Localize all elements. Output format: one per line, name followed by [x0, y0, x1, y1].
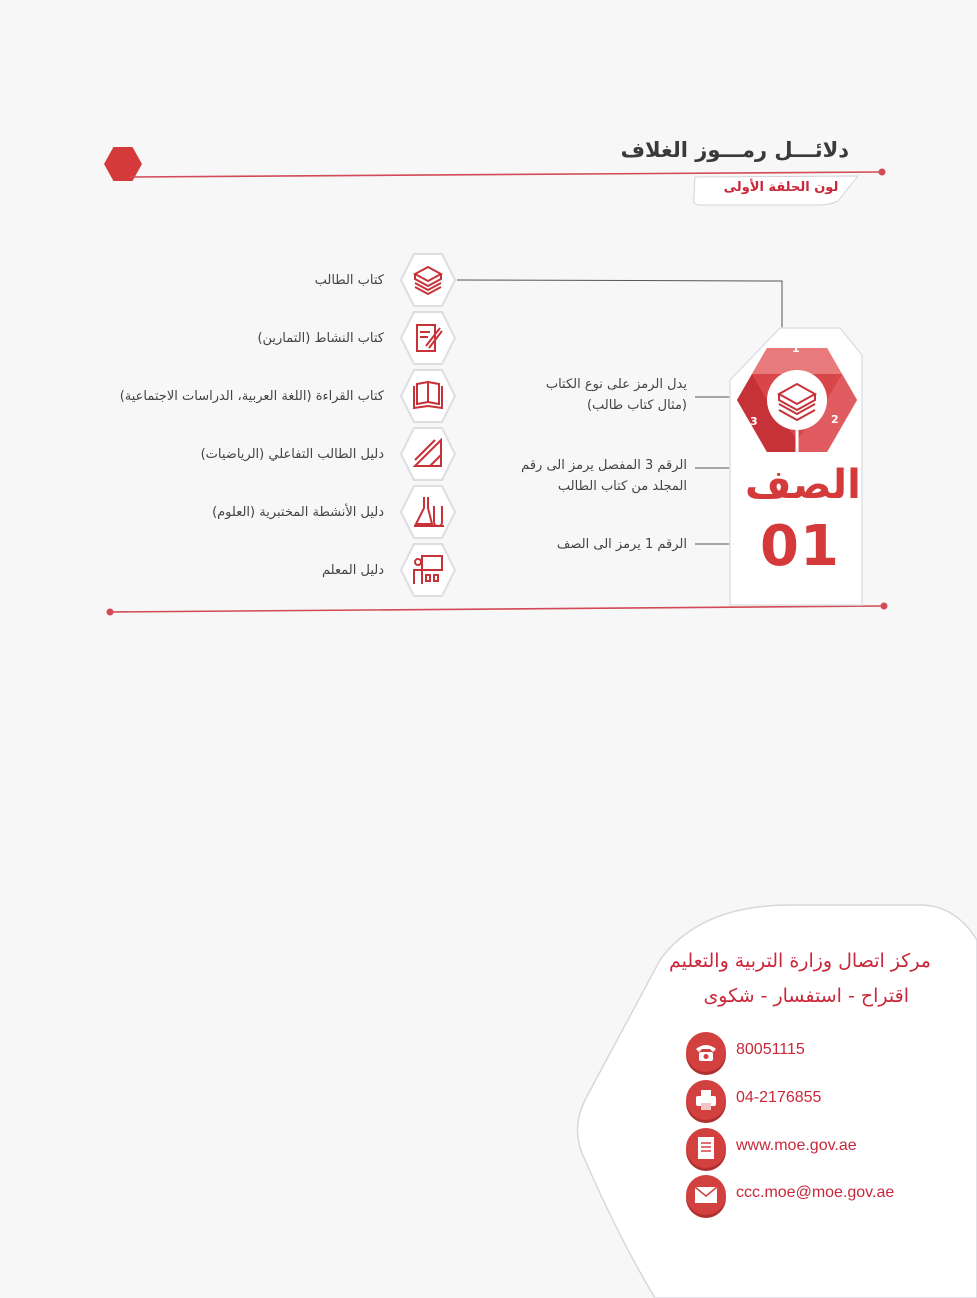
- explanation-grade: الرقم 1 يرمز الى الصف: [556, 537, 687, 552]
- item-label-teacher-guide: دليل المعلم: [322, 563, 384, 578]
- open-book-icon: [400, 368, 456, 424]
- document-icon: [686, 1128, 726, 1168]
- segment-number-3: 3: [750, 415, 758, 428]
- item-label-reading-book: كتاب القراءة (اللغة العربية، الدراسات الاجتماعية): [119, 389, 384, 404]
- telephone-icon: [686, 1032, 726, 1072]
- segment-number-2: 2: [831, 413, 839, 426]
- teacher-board-icon: [400, 542, 456, 598]
- explanation-volume-line2: المجلد من كتاب الطالب: [557, 479, 687, 494]
- item-label-student-book: كتاب الطالب: [314, 273, 384, 288]
- explanation-book-type: [546, 374, 687, 416]
- grade-number: 01: [760, 514, 840, 579]
- item-label-interactive-guide: دليل الطالب التفاعلي (الرياضيات): [200, 447, 384, 462]
- lab-flasks-icon: [400, 484, 456, 540]
- email-link[interactable]: ccc.moe@moe.gov.ae: [736, 1184, 895, 1201]
- explanation-volume-line1: الرقم 3 المفصل يرمز الى رقم: [521, 458, 687, 473]
- contact-subtitle: اقتراح - استفسار - شكوى: [703, 985, 909, 1007]
- geometry-ruler-icon: [400, 426, 456, 482]
- page-title: دلائـــل رمـــوز الغلاف: [620, 138, 849, 162]
- fax-number[interactable]: 04-2176855: [736, 1089, 822, 1106]
- explanation-book-type-line1: يدل الرمز على نوع الكتاب: [545, 377, 687, 392]
- pencil-worksheet-icon: [400, 310, 456, 366]
- item-label-lab-guide: دليل الأنشطة المختبرية (العلوم): [212, 505, 384, 520]
- books-stack-icon: [400, 252, 456, 308]
- item-label-activity-book: كتاب النشاط (التمارين): [257, 331, 384, 346]
- phone-number[interactable]: 80051115: [736, 1041, 805, 1058]
- envelope-icon: [686, 1175, 726, 1215]
- header-subtitle: لون الحلقة الأولى: [723, 180, 839, 195]
- website-link[interactable]: www.moe.gov.ae: [736, 1137, 857, 1154]
- explanation-volume: [521, 455, 687, 497]
- contact-title: مركز اتصال وزارة التربية والتعليم: [668, 950, 931, 972]
- explanation-book-type-line2: (مثال كتاب طالب): [586, 398, 687, 413]
- grade-word: الصف: [745, 462, 861, 508]
- segment-number-1: 1: [792, 342, 800, 355]
- fax-icon: [686, 1080, 726, 1120]
